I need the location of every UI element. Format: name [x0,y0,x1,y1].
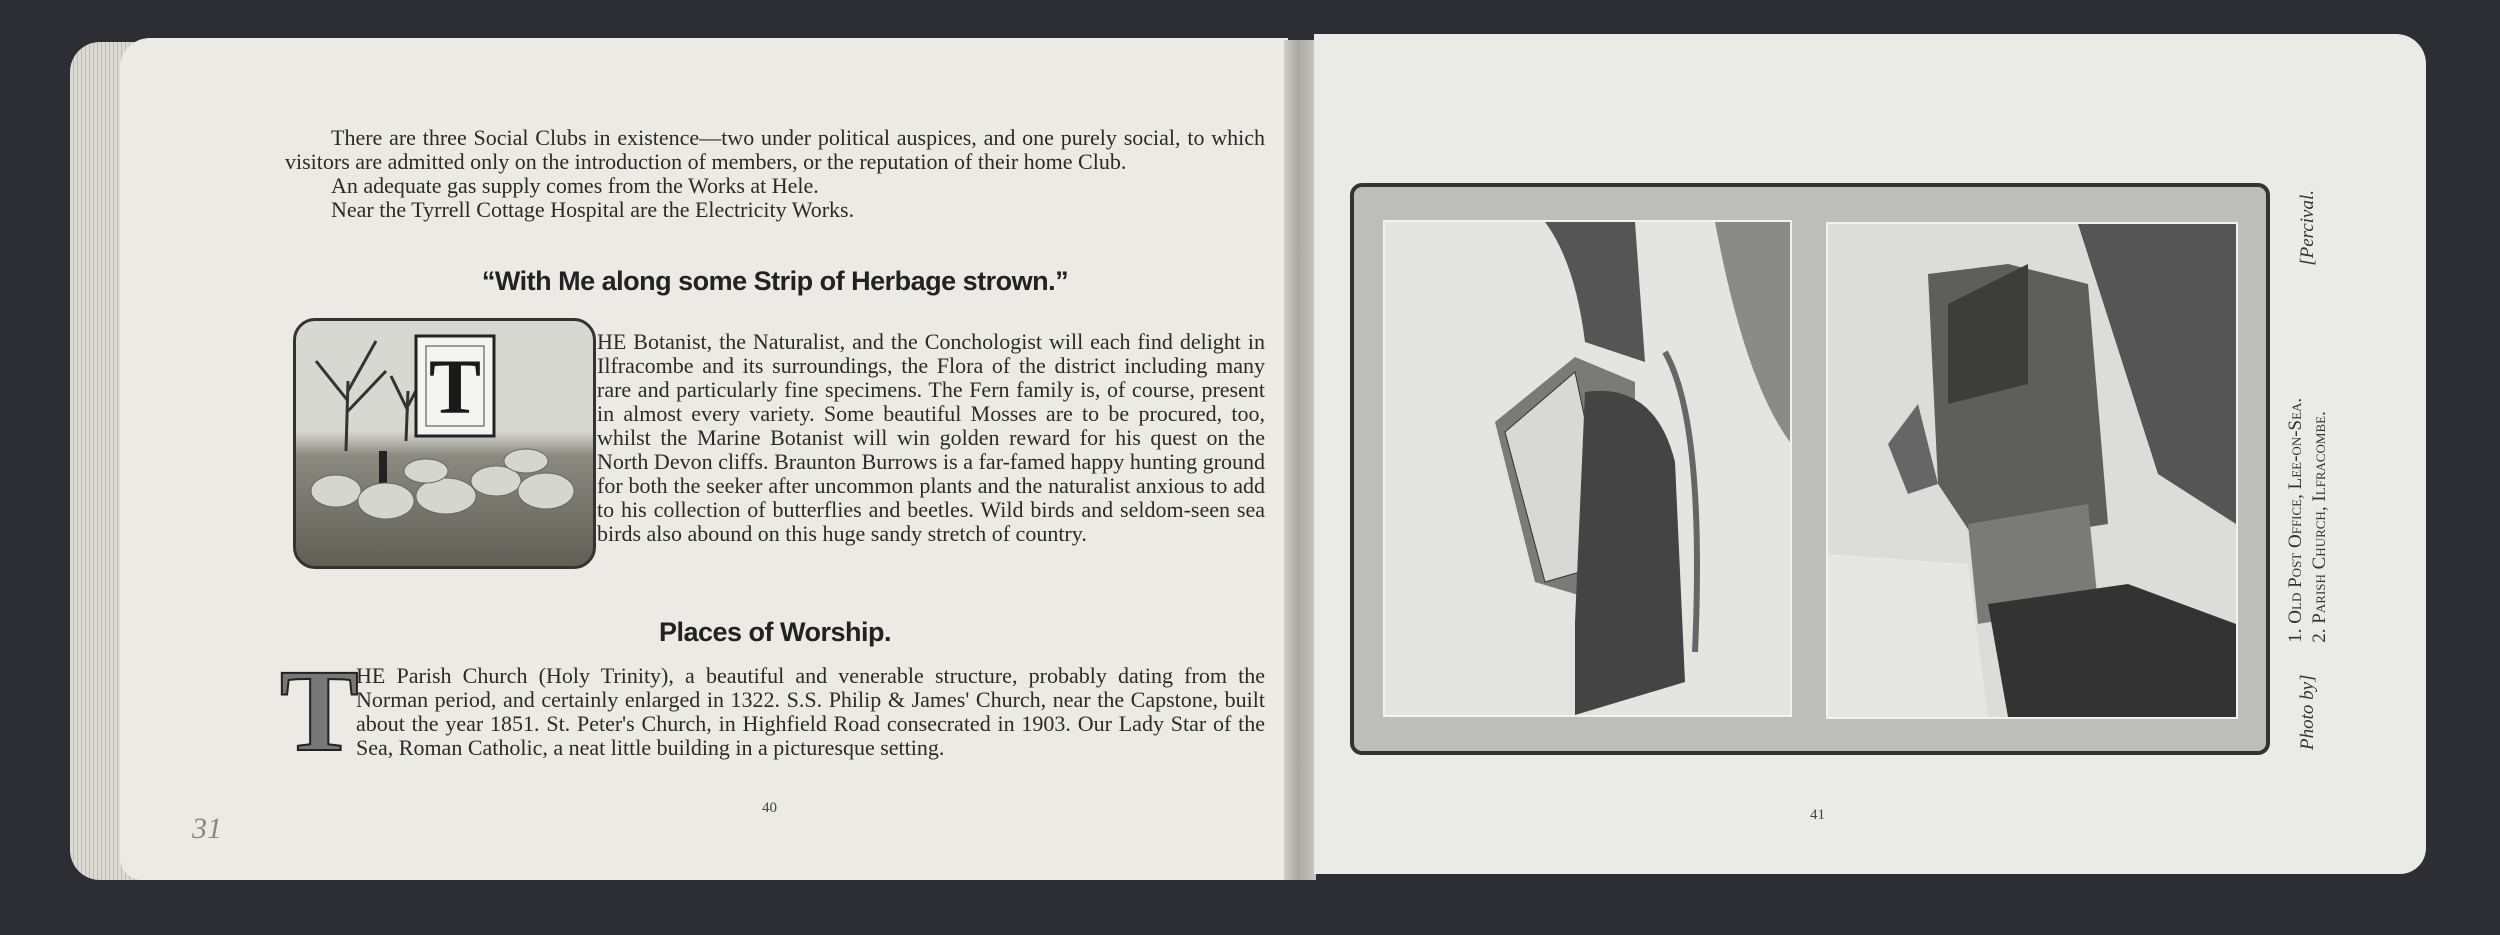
sheep-illustration [293,318,596,569]
worship-text: HE Parish Church (Holy Trinity), a beautiful and venerable structure, probably dating from the Norman period, and certainly enlarged in 1322. S.S. Philip & James' Church, near the Capstone, built about the year 1851. St. Peter's Church, in Highfield Road consecrated in 1903. Our Lady Star of the Sea, Roman Catholic, a neat little building in a picturesque setting. [356,663,1265,760]
paragraph-gas: An adequate gas supply comes from the Works at Hele. [331,173,819,198]
photo-old-post-office [1383,220,1792,717]
heading-worship: Places of Worship. [658,617,892,647]
book-gutter [1284,40,1316,880]
caption-item-2: 2. Parish Church, Ilfracombe. [2309,411,2330,643]
caption-item-1: 1. Old Post Office, Lee-on-Sea. [2285,397,2306,643]
dropcap-t: T [280,645,359,776]
page-number-left: 40 [762,800,777,816]
paragraph-electricity: Near the Tyrrell Cottage Hospital are the Electricity Works. [331,197,855,222]
photo-caption [2280,190,2336,750]
worship-paragraph [356,664,1265,760]
heading-herbage: “With Me along some Strip of Herbage strown.” [481,266,1069,296]
photo-parish-church [1826,222,2238,719]
clubs-section [285,126,1265,222]
botanist-text: HE Botanist, the Naturalist, and the Conchologist will each find delight in Ilfracombe and its surroundings, the Flora of the district including many rare and particularly fine specimens. The Fern family is, of course, present in almost every variety. Some beautiful Mosses are to be procured, too, whilst the Marine Botanist will win golden reward for his quest on the North Devon cliffs. Braunton Burrows is a far-famed happy hunting ground for both the seeker after uncommon plants and the naturalist anxious to add to his collection of butterflies and beetles. Wild birds and seldom-seen sea birds also abound on this huge sandy stretch of country. [597,329,1265,546]
paragraph-clubs: There are three Social Clubs in existence—two under political auspices, and one purely social, to which visitors are admitted only on the introduction of members, or the reputation of their home Club. [285,125,1265,174]
page-number-right: 41 [1810,807,1825,823]
botanist-paragraph [597,330,1265,546]
pencil-mark: 31 [192,812,222,845]
caption-photo-by: Photo by] [2297,674,2318,750]
svg-text:T: T [428,343,482,430]
photo-frame [1350,183,2270,755]
caption-credit: [Percival. [2297,190,2318,266]
